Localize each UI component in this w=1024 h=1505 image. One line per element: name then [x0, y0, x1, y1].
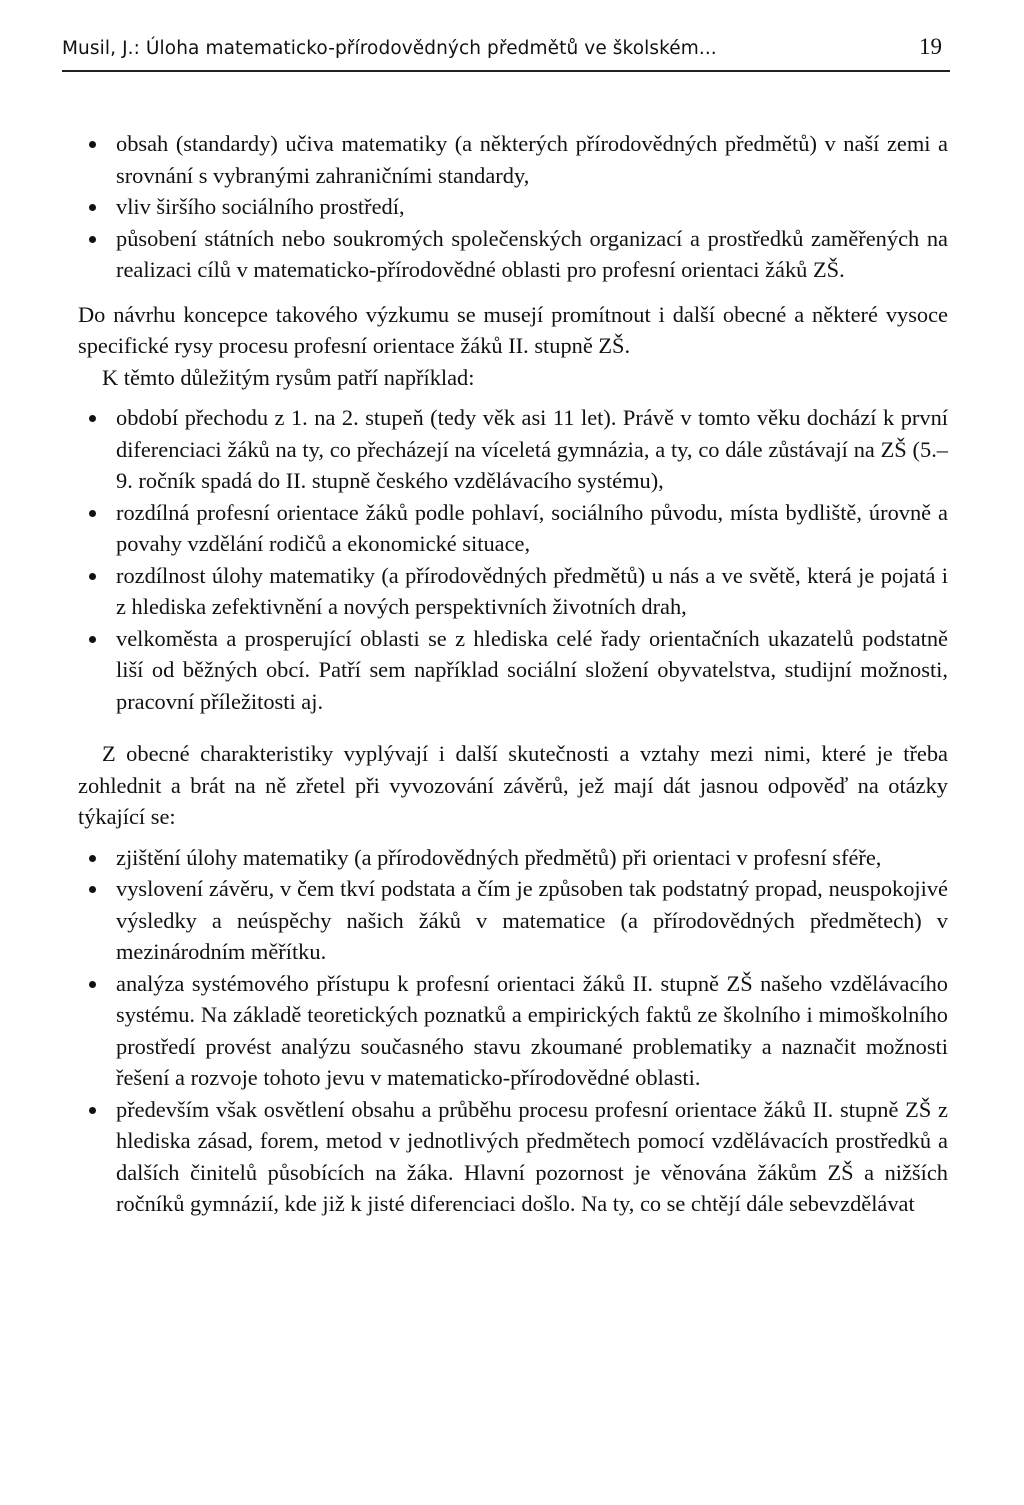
- list-item: působení státních nebo soukromých společenských organizací a prostředků zaměřených na realizaci cílů v matematicko-přírodovědné oblasti pro profesní orientaci žáků ZŠ.: [78, 223, 948, 286]
- paragraph-general-characteristics: Z obecné charakteristiky vyplývají i další skutečnosti a vztahy mezi nimi, které je třeba zohlednit a brát na ně zřetel při vyvozování závěrů, jež mají dát jasnou odpověď na otázky týkající se:: [78, 741, 948, 829]
- list-item: vyslovení závěru, v čem tkví podstata a čím je způsoben tak podstatný propad, neuspokojivé výsledky a neúspěchy našich žáků v matematice (a přírodovědných předmětech) v mezinárodním měřítku.: [78, 873, 948, 968]
- page-body: [78, 128, 948, 1220]
- features-list: [78, 402, 948, 717]
- running-title: Musil, J.: Úloha matematicko-přírodovědných předmětů ve školském...: [62, 38, 717, 59]
- paragraph-concept: Do návrhu koncepce takového výzkumu se musejí promítnout i další obecné a některé vysoce specifické rysy procesu profesní orientace žáků II. stupně ZŠ.: [78, 301, 948, 358]
- list-item: obsah (standardy) učiva matematiky (a některých přírodovědných předmětů) v naší zemi a srovnání s vybranými zahraničními standardy,: [78, 128, 948, 191]
- list-item: rozdílnost úlohy matematiky (a přírodovědných předmětů) u nás a ve světě, která je pojatá i z hlediska zefektivnění a nových perspektivních životních drah,: [78, 560, 948, 623]
- list-item: zjištění úlohy matematiky (a přírodovědných předmětů) při orientaci v profesní sféře,: [78, 842, 948, 874]
- list-item: analýza systémového přístupu k profesní orientaci žáků II. stupně ZŠ našeho vzdělávacího systému. Na základě teoretických poznatků a empirických faktů ze školního i mimoškolního prostředí provést analýzu současného stavu zkoumané problematiky a naznačit možnosti řešení a rozvoje tohoto jevu v matematicko-přírodovědné oblasti.: [78, 968, 948, 1094]
- running-header: [62, 32, 950, 76]
- header-rule: [62, 70, 950, 72]
- list-item: rozdílná profesní orientace žáků podle pohlaví, sociálního původu, místa bydliště, úrovně a povahy vzdělání rodičů a ekonomické situace,: [78, 497, 948, 560]
- paragraph-features-intro: K těmto důležitým rysům patří například:: [102, 364, 475, 390]
- list-item: období přechodu z 1. na 2. stupeň (tedy věk asi 11 let). Právě v tomto věku dochází k první diferenciaci žáků na ty, co přecházejí na víceletá gymnázia, a ty, co dále zůstávají na ZŠ (5.–9. ročník spadá do II. stupně českého vzdělávacího systému),: [78, 402, 948, 497]
- questions-list: [78, 842, 948, 1220]
- research-topics-list: [78, 128, 948, 286]
- page-number: 19: [919, 34, 942, 59]
- list-item: vliv širšího sociálního prostředí,: [78, 191, 948, 223]
- list-item: především však osvětlení obsahu a průběhu procesu profesní orientace žáků II. stupně ZŠ z hlediska zásad, forem, metod v jednotlivých předmětech pomocí vzdělávacích prostředků a dalších činitelů působících na žáka. Hlavní pozornost je věnována žákům ZŠ a nižších ročníků gymnázií, kde již k jisté diferenciaci došlo. Na ty, co se chtějí dále sebevzdělávat: [78, 1094, 948, 1220]
- list-item: velkoměsta a prosperující oblasti se z hlediska celé řady orientačních ukazatelů podstatně liší od běžných obcí. Patří sem například sociální složení obyvatelstva, studijní možnosti, pracovní příležitosti aj.: [78, 623, 948, 718]
